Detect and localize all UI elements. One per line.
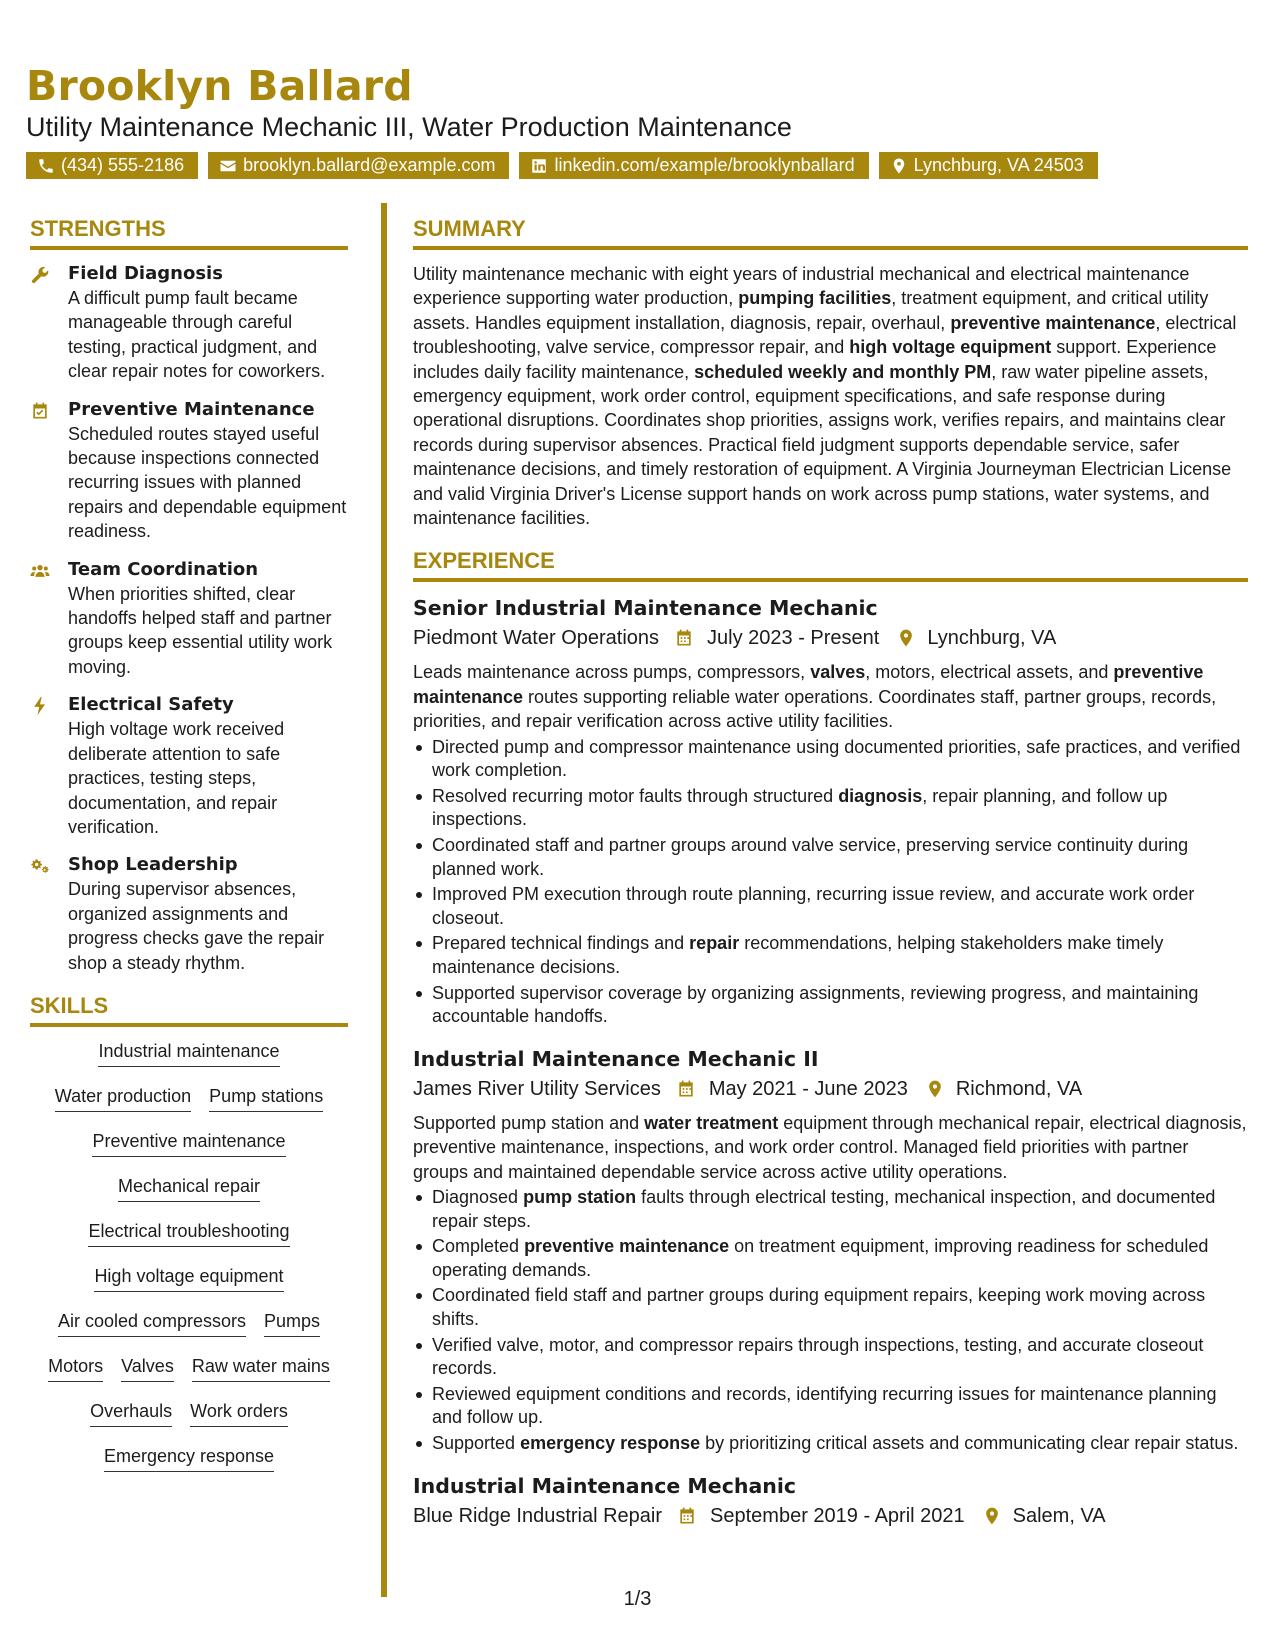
calendar-check-icon bbox=[30, 398, 68, 544]
skill-tag: Industrial maintenance bbox=[98, 1039, 279, 1067]
skill-tag: Overhauls bbox=[90, 1399, 172, 1427]
envelope-icon bbox=[218, 156, 238, 176]
location-icon bbox=[889, 156, 909, 176]
job-company: Piedmont Water Operations bbox=[413, 627, 660, 650]
text-run: Leads maintenance across pumps, compressors, bbox=[413, 662, 811, 683]
text-run: by prioritizing critical assets and communicating clear repair status. bbox=[700, 1432, 1239, 1453]
job-bullets bbox=[413, 1186, 1248, 1456]
text-run: routes supporting reliable water operations. Coordinates staff, partner groups, records, priorities, and repair verification across active utility facilities. bbox=[413, 686, 1217, 732]
location-icon bbox=[893, 628, 919, 648]
skill-row bbox=[30, 1444, 348, 1489]
right-column bbox=[413, 216, 1248, 1548]
skill-tag: Water production bbox=[55, 1084, 191, 1112]
text-run: , electrical troubleshooting, valve service, compressor repair, and bbox=[413, 312, 1237, 358]
summary-text bbox=[413, 262, 1248, 530]
bolt-icon bbox=[30, 693, 68, 839]
bullet-item bbox=[413, 785, 1248, 832]
bold-text: preventive maintenance bbox=[950, 312, 1156, 333]
skill-tag: Pumps bbox=[264, 1309, 320, 1337]
job-position: Industrial Maintenance Mechanic II bbox=[413, 1046, 819, 1071]
bullet-item bbox=[413, 982, 1248, 1029]
bullet-item bbox=[413, 932, 1248, 979]
bullet-item bbox=[413, 1432, 1248, 1456]
strengths-heading: STRENGTHS bbox=[30, 216, 348, 250]
calendar-icon bbox=[673, 1079, 699, 1099]
users-icon bbox=[30, 558, 68, 680]
experience-heading: EXPERIENCE bbox=[413, 548, 1248, 582]
strength-title: Electrical Safety bbox=[68, 694, 234, 716]
strength-desc: A difficult pump fault became manageable through careful testing, practical judgment, and clear repair notes for coworkers. bbox=[68, 288, 326, 382]
text-run: on treatment equipment, improving readiness for scheduled operating demands. bbox=[432, 1236, 1209, 1280]
text-run: Utility maintenance mechanic with eight years of industrial mechanical and electrical maintenance experience supporting water production, bbox=[413, 264, 1190, 309]
skill-row bbox=[30, 1084, 348, 1129]
skill-tag: Preventive maintenance bbox=[92, 1129, 285, 1157]
contact-email[interactable] bbox=[208, 152, 509, 179]
skill-tag: High voltage equipment bbox=[94, 1264, 283, 1292]
contact-location-text: Lynchburg, VA 24503 bbox=[913, 155, 1084, 175]
bullet-item bbox=[413, 736, 1248, 783]
text-run: Coordinated staff and partner groups around valve service, preserving service continuity during planned work. bbox=[432, 835, 1189, 879]
text-run: , repair planning, and follow up inspections. bbox=[432, 785, 1168, 830]
text-run: Improved PM execution through route planning, recurring issue review, and accurate work order closeout. bbox=[432, 884, 1195, 928]
skill-tag: Air cooled compressors bbox=[58, 1309, 246, 1337]
bold-text: high voltage equipment bbox=[849, 337, 1052, 358]
strength-item bbox=[30, 262, 348, 384]
gears-icon bbox=[30, 853, 68, 975]
skill-tag: Pump stations bbox=[209, 1084, 323, 1112]
candidate-name: Brooklyn Ballard bbox=[26, 62, 413, 110]
skill-tag: Electrical troubleshooting bbox=[88, 1219, 289, 1247]
contact-linkedin[interactable] bbox=[519, 152, 868, 179]
text-run: Directed pump and compressor maintenance using documented priorities, safe practices, and verified work completion. bbox=[432, 736, 1241, 781]
bold-text: water treatment bbox=[644, 1112, 779, 1133]
text-run: recommendations, helping stakeholders make timely maintenance decisions. bbox=[432, 933, 1164, 978]
location-icon bbox=[922, 1079, 948, 1099]
job-entry bbox=[413, 594, 1248, 1028]
skill-tag: Work orders bbox=[190, 1399, 288, 1427]
strength-title: Team Coordination bbox=[68, 558, 259, 580]
skill-row bbox=[30, 1219, 348, 1264]
bold-text: pump station bbox=[523, 1187, 637, 1208]
strength-title: Preventive Maintenance bbox=[68, 398, 315, 420]
phone-icon bbox=[36, 156, 56, 176]
bullet-item bbox=[413, 1383, 1248, 1430]
skill-tag: Valves bbox=[121, 1354, 174, 1382]
strength-desc: When priorities shifted, clear handoffs helped staff and partner groups keep essential utility work moving. bbox=[68, 583, 333, 677]
strength-desc: Scheduled routes stayed useful because inspections connected recurring issues with planned repairs and dependable equipment readiness. bbox=[68, 423, 347, 542]
bullet-item bbox=[413, 834, 1248, 881]
linkedin-icon bbox=[529, 156, 549, 176]
job-entry bbox=[413, 1045, 1248, 1456]
job-description bbox=[413, 1111, 1248, 1184]
page-number: 1/3 bbox=[623, 1588, 652, 1610]
bold-text: scheduled weekly and monthly PM bbox=[694, 361, 992, 382]
wrench-icon bbox=[30, 262, 68, 384]
strength-item bbox=[30, 853, 348, 975]
calendar-icon bbox=[671, 628, 697, 648]
skill-tag: Emergency response bbox=[104, 1444, 274, 1472]
job-description bbox=[413, 660, 1248, 733]
job-meta bbox=[413, 622, 1248, 654]
bullet-item bbox=[413, 1235, 1248, 1282]
job-location: Richmond, VA bbox=[955, 1077, 1083, 1100]
job-bullets bbox=[413, 736, 1248, 1029]
text-run: equipment through mechanical repair, electrical diagnosis, preventive maintenance, inspections, and work order control. Managed field priorities with partner groups and maintained dependable service across active utility operations. bbox=[413, 1112, 1247, 1182]
bold-text: repair bbox=[689, 933, 740, 954]
skill-tag: Motors bbox=[48, 1354, 103, 1382]
experience-list bbox=[413, 594, 1248, 1531]
text-run: Supported supervisor coverage by organizing assignments, reviewing progress, and maintaining accountable handoffs. bbox=[432, 982, 1199, 1027]
bold-text: pumping facilities bbox=[738, 288, 892, 309]
job-entry bbox=[413, 1472, 1248, 1532]
skill-row bbox=[30, 1174, 348, 1219]
text-run: Supported bbox=[432, 1432, 521, 1453]
skill-row bbox=[30, 1129, 348, 1174]
job-dates: July 2023 - Present bbox=[707, 627, 880, 650]
text-run: Reviewed equipment conditions and records, identifying recurring issues for maintenance planning and follow up. bbox=[432, 1383, 1217, 1428]
text-run: Diagnosed bbox=[432, 1187, 524, 1208]
skills-list bbox=[30, 1039, 348, 1489]
strength-item bbox=[30, 693, 348, 839]
skill-tag: Mechanical repair bbox=[118, 1174, 260, 1202]
job-dates: September 2019 - April 2021 bbox=[710, 1504, 965, 1527]
strength-item bbox=[30, 558, 348, 680]
bullet-item bbox=[413, 1284, 1248, 1331]
location-icon bbox=[979, 1506, 1005, 1526]
bullet-item bbox=[413, 1334, 1248, 1381]
contact-phone-text: (434) 555-2186 bbox=[61, 155, 185, 175]
contact-linkedin-text: linkedin.com/example/brooklynballard bbox=[554, 155, 855, 175]
skill-row bbox=[30, 1039, 348, 1084]
job-position: Senior Industrial Maintenance Mechanic bbox=[413, 596, 878, 621]
bullet-item bbox=[413, 883, 1248, 930]
job-meta bbox=[413, 1073, 1248, 1105]
summary-heading: SUMMARY bbox=[413, 216, 1248, 250]
skill-row bbox=[30, 1264, 348, 1309]
text-run: Resolved recurring motor faults through structured bbox=[432, 785, 839, 806]
text-run: Supported pump station and bbox=[413, 1112, 645, 1133]
job-location: Salem, VA bbox=[1012, 1504, 1106, 1527]
contact-email-text: brooklyn.ballard@example.com bbox=[243, 155, 496, 175]
text-run: , motors, electrical assets, and bbox=[865, 662, 1114, 683]
strength-title: Shop Leadership bbox=[68, 854, 238, 876]
job-location: Lynchburg, VA bbox=[927, 627, 1057, 650]
strength-item bbox=[30, 398, 348, 544]
strength-desc: During supervisor absences, organized assignments and progress checks gave the repair shop a steady rhythm. bbox=[68, 879, 325, 973]
skill-row bbox=[30, 1309, 348, 1354]
text-run: Completed bbox=[432, 1236, 525, 1257]
skill-row bbox=[30, 1354, 348, 1399]
text-run: Verified valve, motor, and compressor repairs through inspections, testing, and accurate closeout records. bbox=[432, 1334, 1204, 1379]
bold-text: diagnosis bbox=[838, 785, 923, 806]
text-run: support. Experience includes daily facility maintenance, bbox=[413, 337, 1217, 382]
job-company: Blue Ridge Industrial Repair bbox=[413, 1504, 663, 1527]
left-column bbox=[30, 216, 348, 1489]
job-title: Utility Maintenance Mechanic III, Water Production Maintenance bbox=[26, 112, 792, 142]
job-position: Industrial Maintenance Mechanic bbox=[413, 1473, 797, 1498]
contact-phone[interactable] bbox=[26, 152, 198, 179]
strength-title: Field Diagnosis bbox=[68, 263, 223, 284]
skill-row bbox=[30, 1399, 348, 1444]
skill-tag: Raw water mains bbox=[192, 1354, 330, 1382]
bold-text: valves bbox=[810, 662, 866, 683]
text-run: Prepared technical findings and bbox=[432, 933, 690, 954]
bullet-item bbox=[413, 1186, 1248, 1233]
job-company: James River Utility Services bbox=[413, 1077, 661, 1100]
bold-text: preventive maintenance bbox=[524, 1236, 730, 1257]
text-run: , treatment equipment, and critical utility assets. Handles equipment installation, diagnosis, repair, overhaul, bbox=[413, 288, 1209, 333]
text-run: , raw water pipeline assets, emergency equipment, work order control, equipment specifications, and safe response during operational disruptions. Coordinates shop priorities, assigns work, verifies repairs, and maintains clear records during supervisor absences. Practical field judgment supports dependable service, safer maintenance decisions, and timely restoration of equipment. A Virginia Journeyman Electrician License and valid Virginia Driver's License support hands on work across pump stations, water systems, and maintenance facilities. bbox=[413, 361, 1232, 529]
calendar-icon bbox=[674, 1506, 700, 1526]
text-run: Coordinated field staff and partner groups during equipment repairs, keeping work moving across shifts. bbox=[432, 1285, 1206, 1329]
contact-bar bbox=[26, 152, 1098, 179]
job-dates: May 2021 - June 2023 bbox=[708, 1077, 908, 1100]
contact-location[interactable] bbox=[879, 152, 1098, 179]
strength-desc: High voltage work received deliberate attention to safe practices, testing steps, documentation, and repair verification. bbox=[68, 719, 285, 837]
column-divider bbox=[381, 203, 387, 1597]
bold-text: preventive maintenance bbox=[413, 662, 1204, 707]
text-run: faults through electrical testing, mechanical inspection, and documented repair steps. bbox=[432, 1187, 1216, 1231]
bold-text: emergency response bbox=[520, 1432, 701, 1453]
job-meta bbox=[413, 1500, 1248, 1532]
skills-heading: SKILLS bbox=[30, 993, 348, 1027]
